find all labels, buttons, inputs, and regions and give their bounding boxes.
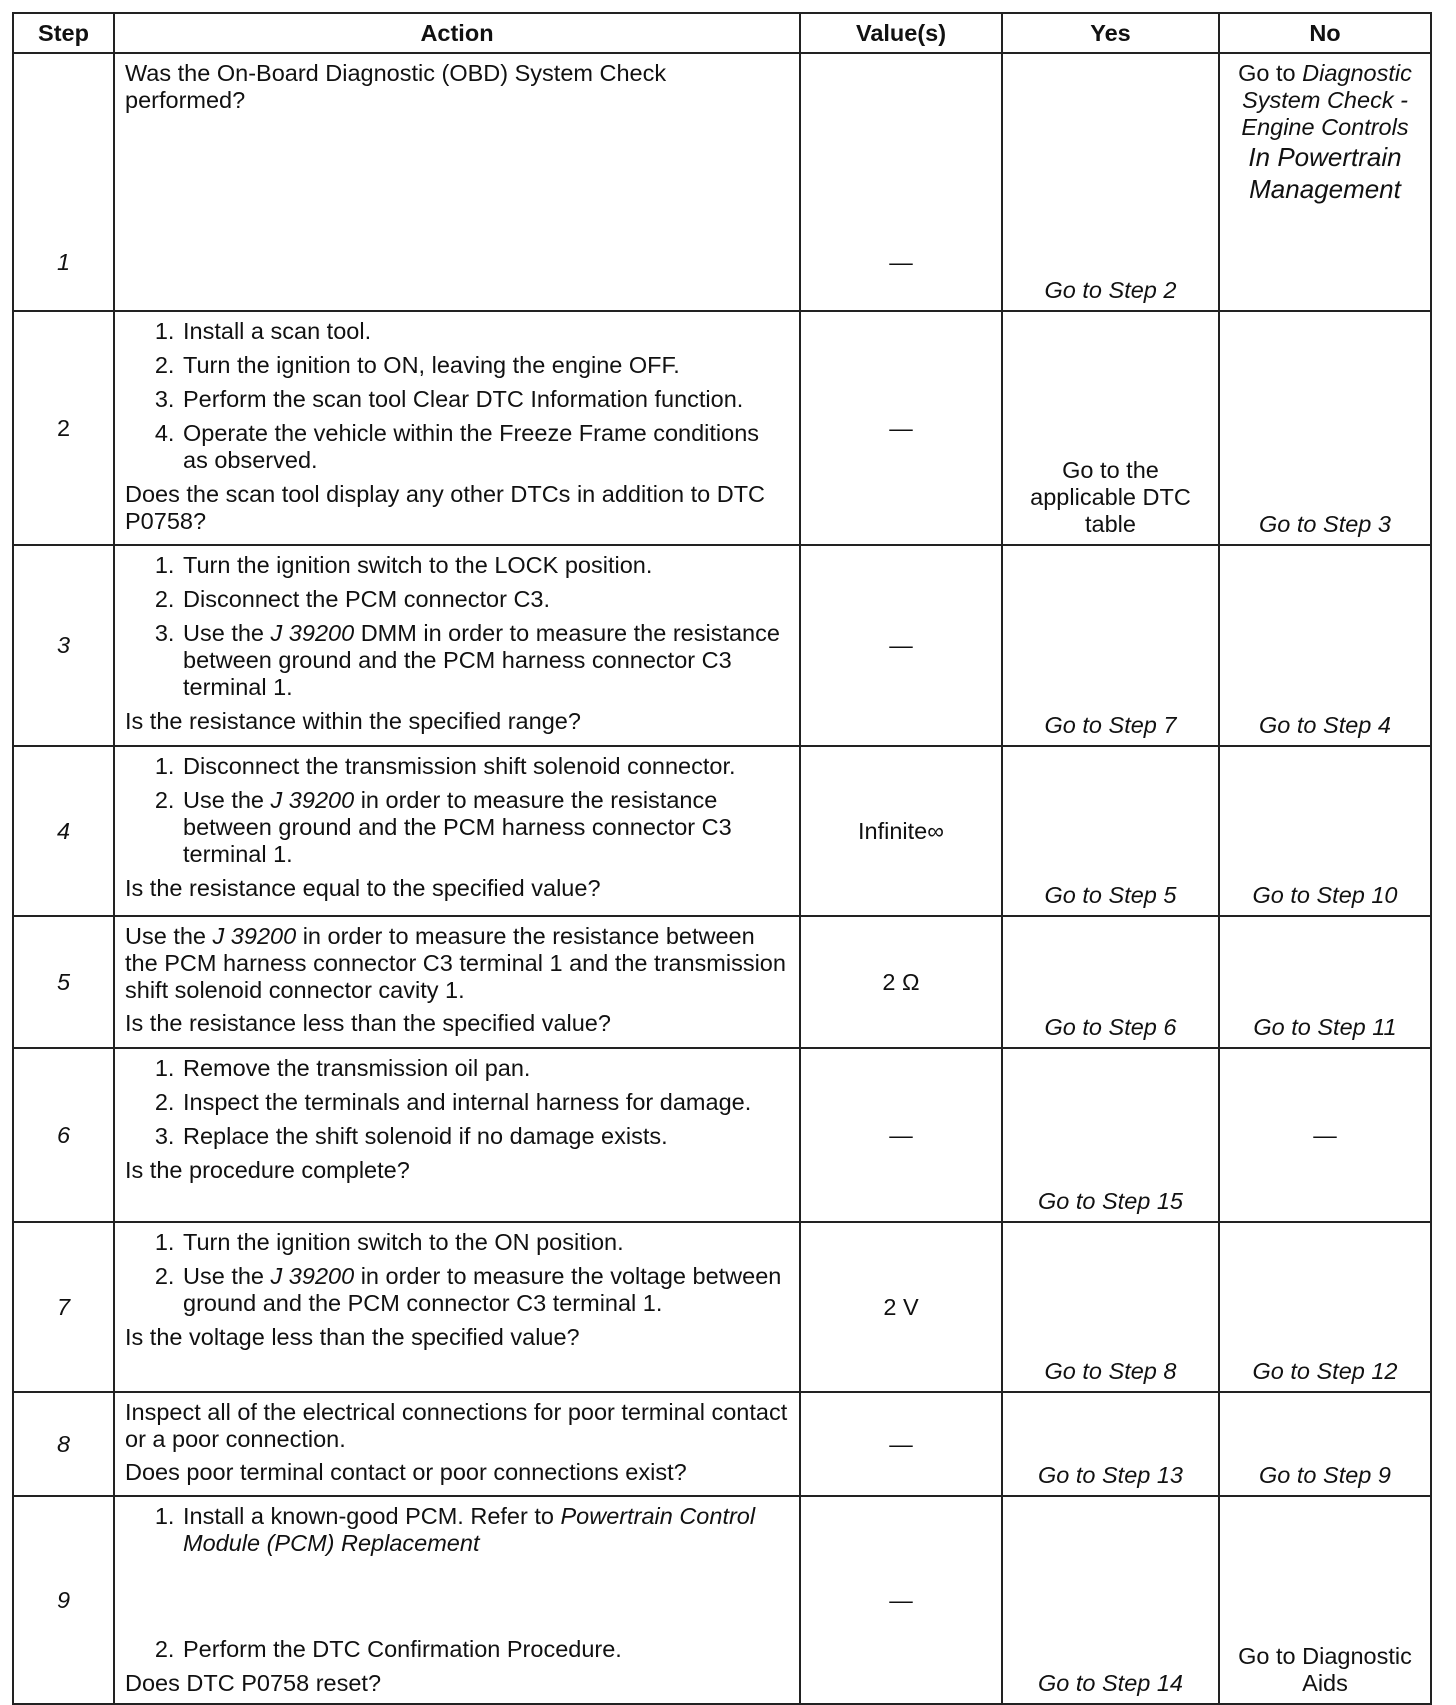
value-cell: —	[800, 545, 1002, 746]
action-cell	[114, 916, 800, 1048]
value-cell: Infinite∞	[800, 746, 1002, 916]
value-cell: —	[800, 311, 1002, 545]
text-run: Use the	[183, 1263, 271, 1289]
action-cell	[114, 1048, 800, 1222]
header-action: Action	[114, 13, 800, 53]
procedure-list	[125, 318, 789, 474]
no-cell: Go to Step 12	[1219, 1222, 1431, 1392]
table-row	[13, 916, 1431, 1048]
value-cell: 2 Ω	[800, 916, 1002, 1048]
no-cell: Go to Step 9	[1219, 1392, 1431, 1496]
header-values: Value(s)	[800, 13, 1002, 53]
procedure-step: 1. Remove the transmission oil pan.	[181, 1055, 789, 1082]
no-extra: In Powertrain Management	[1248, 142, 1402, 204]
yes-cell: Go to Step 14	[1002, 1496, 1219, 1704]
procedure-step: 1. Disconnect the transmission shift solenoid connector.	[181, 753, 789, 780]
text-run: Use the	[183, 787, 271, 813]
action-question: Is the resistance within the specified range?	[125, 708, 581, 734]
table-row	[13, 1048, 1431, 1222]
tool-name: J 39200	[212, 923, 297, 949]
no-cell: Go to Step 11	[1219, 916, 1431, 1048]
table-row	[13, 311, 1431, 545]
no-cell	[1219, 53, 1431, 311]
action-text	[125, 923, 789, 1004]
yes-cell: Go to Step 7	[1002, 545, 1219, 746]
diagnostic-table	[12, 12, 1432, 1705]
yes-cell: Go to Step 8	[1002, 1222, 1219, 1392]
procedure-list	[125, 1229, 789, 1317]
no-cell: Go to Diagnostic Aids	[1219, 1496, 1431, 1704]
value-cell: 2 V	[800, 1222, 1002, 1392]
yes-cell: Go to Step 15	[1002, 1048, 1219, 1222]
header-no: No	[1219, 13, 1431, 53]
text-run: DMM in order to measure the resistance between ground and the PCM harness connector C3 terminal 1.	[183, 620, 780, 700]
procedure-list	[125, 753, 789, 868]
value-cell: —	[800, 53, 1002, 311]
action-cell	[114, 311, 800, 545]
text-run: Use the	[183, 620, 271, 646]
procedure-step	[181, 620, 789, 701]
table-row	[13, 1496, 1431, 1704]
procedure-list	[125, 552, 789, 701]
header-row	[13, 13, 1431, 53]
procedure-step: 2. Perform the DTC Confirmation Procedure.	[181, 1636, 789, 1663]
tool-name: J 39200	[270, 620, 355, 646]
procedure-step: 3. Replace the shift solenoid if no damage exists.	[181, 1123, 789, 1150]
action-question: Is the voltage less than the specified value?	[125, 1324, 580, 1350]
procedure-step: 1. Turn the ignition switch to the LOCK position.	[181, 552, 789, 579]
procedure-step: 4. Operate the vehicle within the Freeze Frame conditions as observed.	[181, 420, 789, 474]
procedure-step: 1. Turn the ignition switch to the ON position.	[181, 1229, 789, 1256]
action-text: Inspect all of the electrical connections for poor terminal contact or a poor connection.	[125, 1399, 788, 1452]
step-number: 3	[13, 545, 114, 746]
text-run: in order to measure the resistance between ground and the PCM harness connector C3 terminal 1.	[183, 787, 732, 867]
reference-title: Powertrain Control Module (PCM) Replacement	[183, 1503, 756, 1556]
procedure-step	[181, 787, 789, 868]
action-question: Is the resistance less than the specified value?	[125, 1010, 611, 1036]
step-number: 9	[13, 1496, 114, 1704]
action-cell	[114, 1496, 800, 1704]
action-question: Was the On-Board Diagnostic (OBD) System Check performed?	[125, 60, 667, 113]
action-question: Does poor terminal contact or poor connections exist?	[125, 1459, 687, 1485]
step-number: 2	[13, 311, 114, 545]
table-row	[13, 1392, 1431, 1496]
step-number: 7	[13, 1222, 114, 1392]
step-number: 4	[13, 746, 114, 916]
no-reference: Diagnostic System Check - Engine Controls	[1241, 60, 1412, 140]
action-question: Does the scan tool display any other DTCs in addition to DTC P0758?	[125, 481, 766, 534]
no-cell: —	[1219, 1048, 1431, 1222]
step-number: 5	[13, 916, 114, 1048]
action-cell	[114, 746, 800, 916]
action-question: Is the procedure complete?	[125, 1157, 410, 1183]
procedure-step: 2. Turn the ignition to ON, leaving the engine OFF.	[181, 352, 789, 379]
procedure-step: 2. Disconnect the PCM connector C3.	[181, 586, 789, 613]
no-cell: Go to Step 3	[1219, 311, 1431, 545]
tool-name: J 39200	[270, 787, 355, 813]
table-row	[13, 1222, 1431, 1392]
action-cell	[114, 545, 800, 746]
header-yes: Yes	[1002, 13, 1219, 53]
table-row	[13, 53, 1431, 311]
yes-cell: Go to the applicable DTC table	[1002, 311, 1219, 545]
action-question: Is the resistance equal to the specified value?	[125, 875, 601, 901]
action-cell	[114, 1222, 800, 1392]
no-cell: Go to Step 10	[1219, 746, 1431, 916]
value-cell: —	[800, 1392, 1002, 1496]
procedure-step: 3. Perform the scan tool Clear DTC Information function.	[181, 386, 789, 413]
text-run: in order to measure the resistance between the PCM harness connector C3 terminal 1 and the transmission shift solenoid connector cavity 1.	[125, 923, 786, 1003]
action-cell	[114, 1392, 800, 1496]
step-number: 8	[13, 1392, 114, 1496]
step-number: 1	[13, 53, 114, 311]
procedure-list	[125, 1055, 789, 1150]
no-prefix: Go to	[1238, 60, 1303, 86]
text-run: Install a known-good PCM. Refer to	[183, 1503, 561, 1529]
table-row	[13, 746, 1431, 916]
procedure-step: 1. Install a scan tool.	[181, 318, 789, 345]
header-step: Step	[13, 13, 114, 53]
yes-cell: Go to Step 2	[1002, 53, 1219, 311]
action-question: Does DTC P0758 reset?	[125, 1670, 382, 1696]
value-cell: —	[800, 1496, 1002, 1704]
yes-cell: Go to Step 6	[1002, 916, 1219, 1048]
step-number: 6	[13, 1048, 114, 1222]
text-run: in order to measure the voltage between ground and the PCM connector C3 terminal 1.	[183, 1263, 782, 1316]
procedure-step: 2. Inspect the terminals and internal harness for damage.	[181, 1089, 789, 1116]
action-cell	[114, 53, 800, 311]
text-run: Use the	[125, 923, 213, 949]
procedure-step	[181, 1503, 789, 1629]
table-row	[13, 545, 1431, 746]
tool-name: J 39200	[270, 1263, 355, 1289]
procedure-list	[125, 1503, 789, 1663]
procedure-step	[181, 1263, 789, 1317]
yes-cell: Go to Step 13	[1002, 1392, 1219, 1496]
no-cell: Go to Step 4	[1219, 545, 1431, 746]
yes-cell: Go to Step 5	[1002, 746, 1219, 916]
value-cell: —	[800, 1048, 1002, 1222]
